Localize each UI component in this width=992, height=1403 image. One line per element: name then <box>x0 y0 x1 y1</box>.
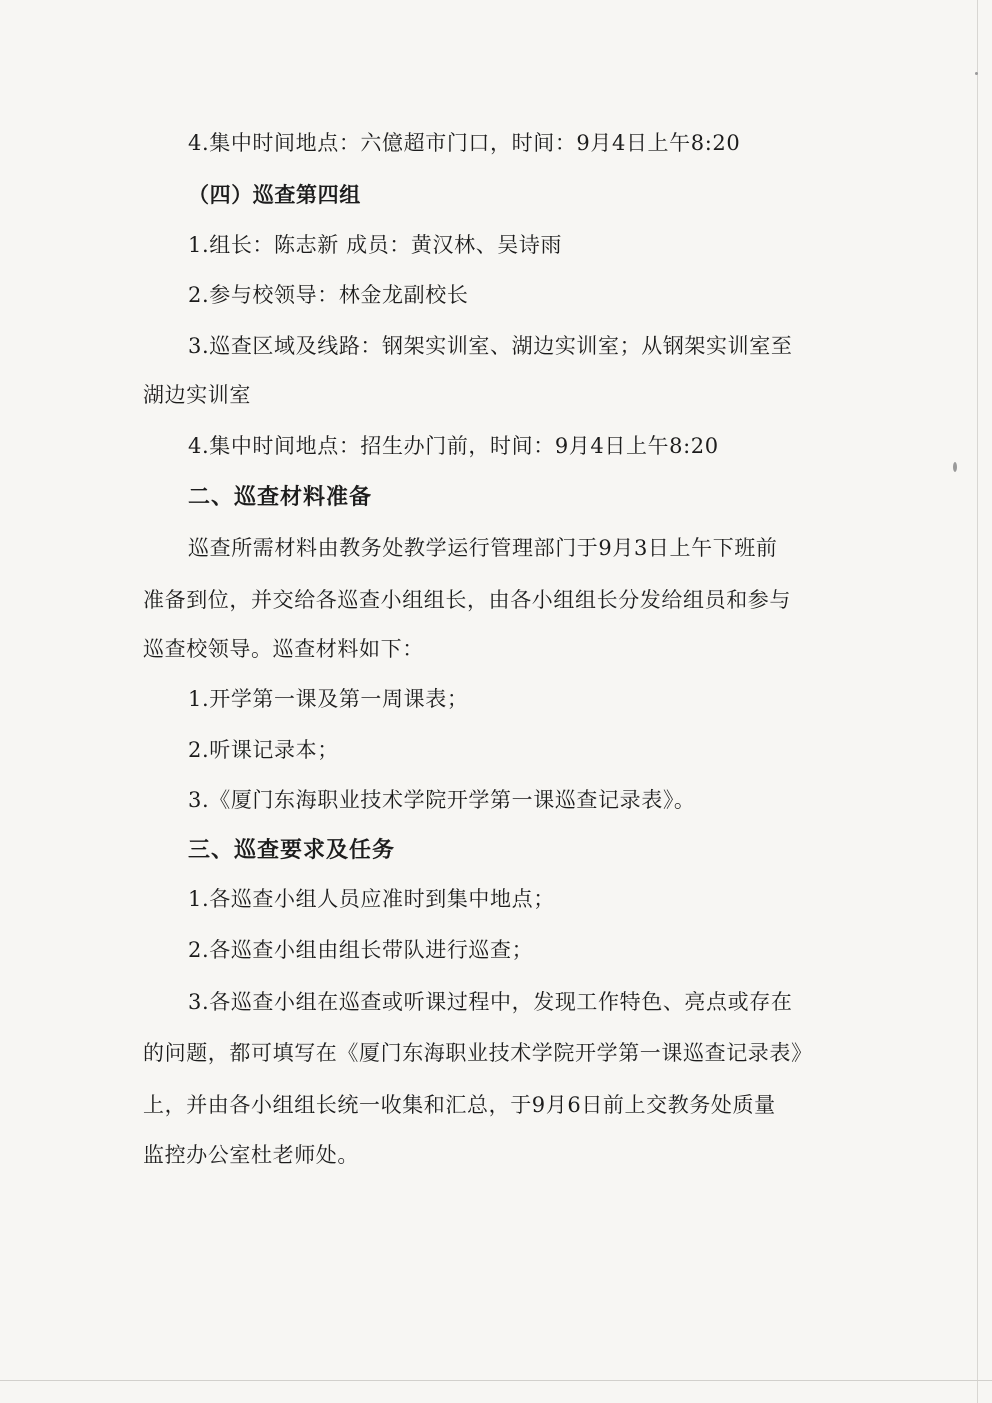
page-edge-right <box>977 0 978 1403</box>
list-item-findings-line1: 3.各巡查小组在巡查或听课过程中，发现工作特色、亮点或存在 <box>188 990 793 1014</box>
line-group4-route-cont: 湖边实训室 <box>143 383 251 407</box>
page-edge-bottom <box>0 1380 992 1381</box>
section-heading-materials: 二、巡查材料准备 <box>188 484 373 510</box>
paragraph-materials-line1: 巡查所需材料由教务处教学运行管理部门于9月3日上午下班前 <box>188 536 778 560</box>
line-group4-members: 1.组长：陈志新 成员：黄汉林、吴诗雨 <box>188 233 563 257</box>
line-group4-route: 3.巡查区域及线路：钢架实训室、湖边实训室；从钢架实训室至 <box>188 334 793 358</box>
line-meeting-point-group3: 4.集中时间地点：六億超市门口，时间：9月4日上午8:20 <box>188 131 741 155</box>
paragraph-materials-line3: 巡查校领导。巡查材料如下： <box>143 637 424 661</box>
list-item-punctual: 1.各巡查小组人员应准时到集中地点； <box>188 887 555 911</box>
section-heading-requirements: 三、巡查要求及任务 <box>188 837 396 863</box>
subheading-group4: （四）巡查第四组 <box>188 182 361 207</box>
list-item-findings-line2: 的问题，都可填写在《厦门东海职业技术学院开学第一课巡查记录表》 <box>143 1041 813 1065</box>
list-item-notebook: 2.听课记录本； <box>188 738 339 762</box>
list-item-leader-led: 2.各巡查小组由组长带队进行巡查； <box>188 938 534 962</box>
paragraph-materials-line2: 准备到位，并交给各巡查小组组长，由各小组组长分发给组员和参与 <box>143 588 791 612</box>
scan-speck <box>975 72 978 75</box>
list-item-findings-line4: 监控办公室杜老师处。 <box>143 1143 359 1167</box>
list-item-findings-line3: 上，并由各小组组长统一收集和汇总，于9月6日前上交教务处质量 <box>143 1093 776 1117</box>
list-item-record-form: 3.《厦门东海职业技术学院开学第一课巡查记录表》。 <box>188 788 696 812</box>
line-group4-leader: 2.参与校领导：林金龙副校长 <box>188 283 469 307</box>
list-item-schedule: 1.开学第一课及第一周课表； <box>188 687 469 711</box>
scan-speck <box>953 462 957 472</box>
line-group4-meeting-point: 4.集中时间地点：招生办门前，时间：9月4日上午8:20 <box>188 434 719 458</box>
